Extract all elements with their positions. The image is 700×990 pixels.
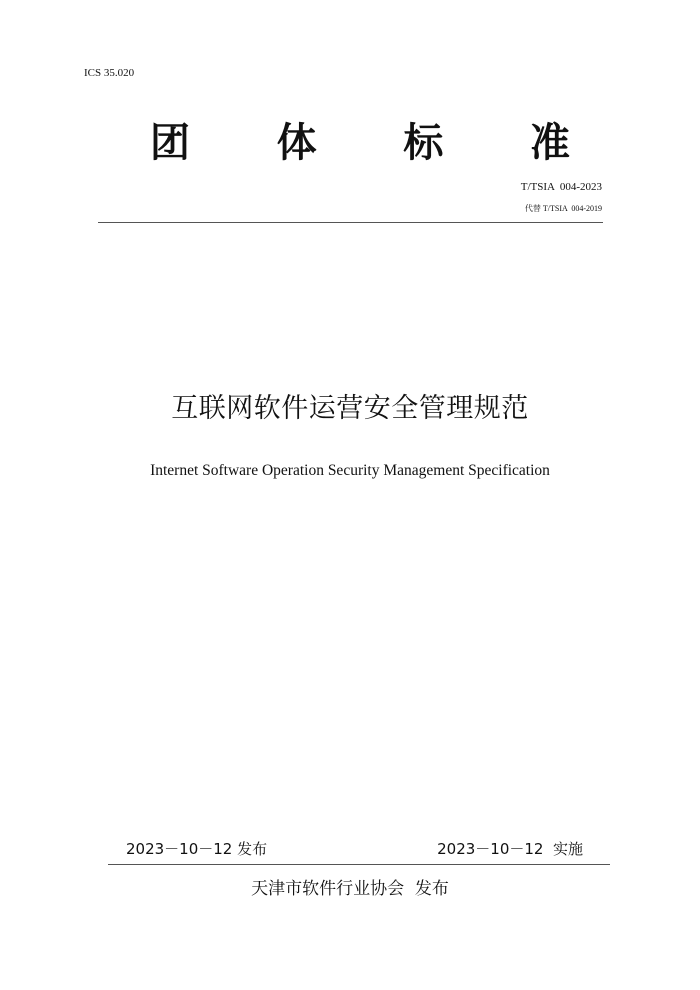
standard-type-heading — [150, 118, 570, 168]
footer-divider — [108, 864, 610, 865]
implementation-date: 2023－10－12 实施 — [437, 840, 583, 858]
ics-code: ICS 35.020 — [84, 67, 135, 79]
issue-date: 2023－10－12 发布 — [126, 840, 268, 858]
header-divider — [98, 222, 603, 223]
document-title-chinese: 互联网软件运营安全管理规范 — [171, 393, 529, 424]
standard-number: T/TSIA 004-2023 — [520, 181, 602, 193]
standard-type-char: 体 — [276, 120, 317, 166]
publisher: 天津市软件行业协会 发布 — [251, 879, 449, 899]
standard-type-char: 团 — [150, 120, 190, 166]
document-title-english: Internet Software Operation Security Management Specification — [150, 462, 550, 479]
standard-type-char: 标 — [403, 120, 444, 166]
replaces-standard: 代替 T/TSIA 004-2019 — [524, 204, 602, 213]
standard-type-char: 准 — [529, 120, 570, 166]
